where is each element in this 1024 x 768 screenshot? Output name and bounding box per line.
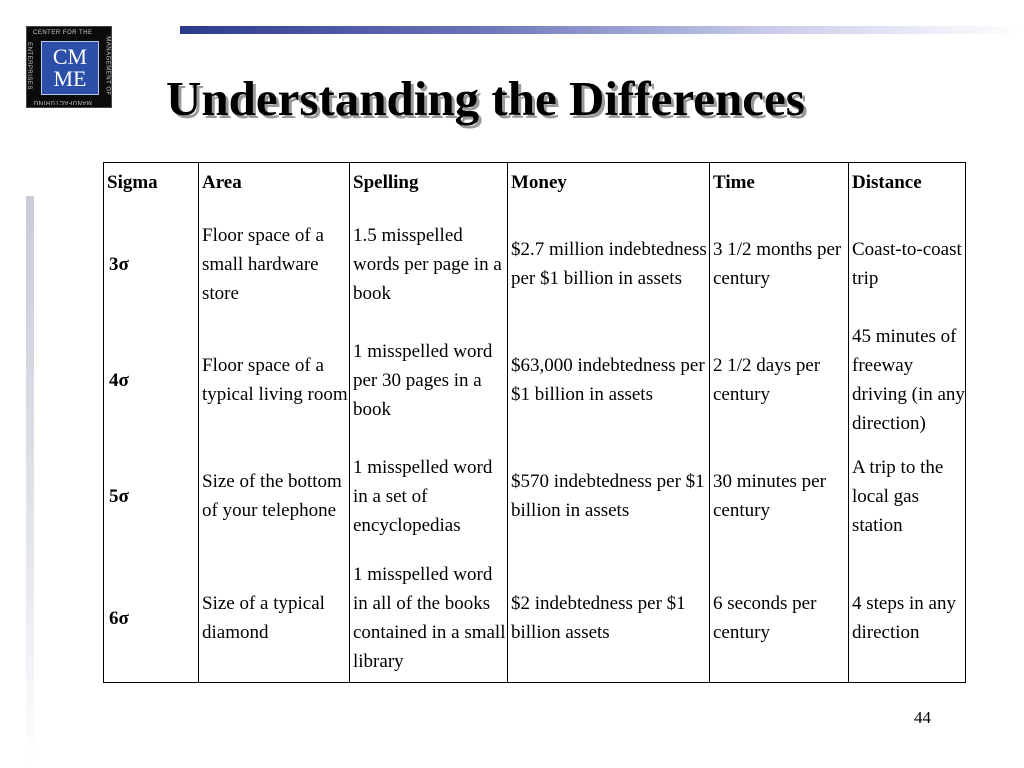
header-spelling: Spelling (350, 163, 508, 207)
sigma-symbol: σ (118, 369, 129, 391)
logo-arc-right: MANAGEMENT OF (104, 36, 111, 96)
area-cell: Floor space of a small hardware store (199, 206, 350, 322)
sigma-symbol: σ (118, 253, 129, 275)
table-row (104, 322, 966, 438)
time-cell: 6 seconds per century (710, 554, 849, 683)
sigma-level-cell (104, 322, 199, 438)
area-cell: Floor space of a typical living room (199, 322, 350, 438)
header-area: Area (199, 163, 350, 207)
slide-title: Understanding the Differences (166, 71, 805, 126)
sigma-level-cell (104, 206, 199, 322)
sigma-level-cell (104, 438, 199, 554)
distance-cell: 45 minutes of freeway driving (in any direction) (849, 322, 966, 438)
logo-arc-bottom: MANUFACTURING (33, 99, 92, 105)
spelling-cell: 1 misspelled word in all of the books contained in a small library (350, 554, 508, 683)
sigma-level-cell (104, 554, 199, 683)
money-cell: $63,000 indebtedness per $1 billion in assets (508, 322, 710, 438)
header-money: Money (508, 163, 710, 207)
distance-cell: A trip to the local gas station (849, 438, 966, 554)
header-sigma: Sigma (104, 163, 199, 207)
header-distance: Distance (849, 163, 966, 207)
sigma-number: 6 (109, 607, 119, 629)
page-number: 44 (914, 708, 931, 727)
money-cell: $2.7 million indebtedness per $1 billion in assets (508, 206, 710, 322)
distance-cell: Coast-to-coast trip (849, 206, 966, 322)
money-cell: $570 indebtedness per $1 billion in assets (508, 438, 710, 554)
spelling-cell: 1.5 misspelled words per page in a book (350, 206, 508, 322)
area-cell: Size of the bottom of your telephone (199, 438, 350, 554)
sigma-number: 5 (109, 485, 119, 507)
time-cell: 3 1/2 months per century (710, 206, 849, 322)
money-cell: $2 indebtedness per $1 billion assets (508, 554, 710, 683)
sigma-symbol: σ (118, 607, 129, 629)
sigma-number: 4 (109, 369, 119, 391)
sigma-comparison-table (103, 162, 966, 683)
logo-arc-top: CENTER FOR THE (33, 30, 93, 36)
time-cell: 2 1/2 days per century (710, 322, 849, 438)
time-cell: 30 minutes per century (710, 438, 849, 554)
top-accent-bar (180, 26, 1024, 34)
logo-line-2: ME (53, 66, 87, 91)
logo-line-1: CM (52, 44, 88, 69)
spelling-cell: 1 misspelled word in a set of encyclopedias (350, 438, 508, 554)
sigma-symbol: σ (118, 485, 129, 507)
table-row (104, 554, 966, 683)
sigma-number: 3 (109, 253, 119, 275)
cmme-logo (26, 26, 112, 108)
table-row (104, 438, 966, 554)
spelling-cell: 1 misspelled word per 30 pages in a book (350, 322, 508, 438)
distance-cell: 4 steps in any direction (849, 554, 966, 683)
logo-box (41, 41, 99, 95)
side-accent-bar (26, 196, 34, 768)
area-cell: Size of a typical diamond (199, 554, 350, 683)
header-time: Time (710, 163, 849, 207)
logo-arc-left: ENTERPRISES (25, 42, 32, 90)
table-row (104, 206, 966, 322)
table-header-row (104, 163, 966, 207)
